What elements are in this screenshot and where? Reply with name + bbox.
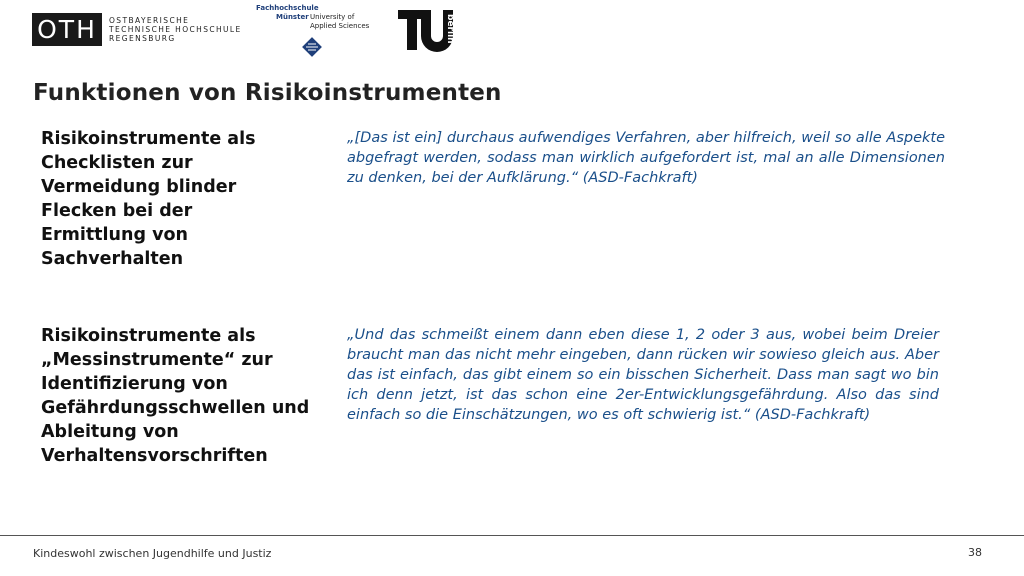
footer-text: Kindeswohl zwischen Jugendhilfe und Justiz <box>33 547 272 560</box>
fh-logo-subtitle: University of Applied Sciences <box>310 13 370 30</box>
page-title: Funktionen von Risikoinstrumenten <box>33 80 502 106</box>
row-label-checklists: Risikoinstrumente als Checklisten zur Vermeidung blinder Flecken bei der Ermittlung von Sachverhalten <box>41 129 256 269</box>
fh-muenster-logo <box>256 4 376 59</box>
fh-logo-name: Fachhochschule Münster <box>256 4 319 21</box>
tu-berlin-logo <box>398 8 460 52</box>
fh-emblem-icon <box>302 37 322 57</box>
row-label-measuring-instruments: Risikoinstrumente als „Messinstrumente“ zur Identifizierung von Gefährdungsschwellen und Ableitung von Verhaltensvorschriften <box>41 326 310 466</box>
tu-logo-word: berlin <box>445 14 455 44</box>
row-quote-measuring-instruments: „Und das schmeißt einem dann eben diese 1, 2 oder 3 aus, wobei beim Dreier braucht man das nicht mehr eingeben, dann rücken wir sowieso gleich aus. Aber das ist einfach, das gibt einem so ein bisschen Sicherheit. Dass man sagt wo bin ich denn jetzt, ist das schon eine 2er-Entwicklungsgefährdung. Also das sind einfach so die Einschätzungen, wo es oft schwierig ist.“ (ASD-Fachkraft) <box>347 327 939 423</box>
oth-logo-mark: OTH <box>32 13 102 46</box>
row-quote-checklists: „[Das ist ein] durchaus aufwendiges Verfahren, aber hilfreich, weil so alle Aspekte abgefragt werden, sodass man wirklich aufgefordert ist, mal an alle Dimensionen zu denken, bei der Aufklärung.“ (ASD-Fachkraft) <box>347 130 945 186</box>
footer-divider <box>0 535 1024 536</box>
oth-logo-text: OSTBAYERISCHE TECHNISCHE HOCHSCHULE REGENSBURG <box>109 16 242 43</box>
oth-regensburg-logo <box>32 13 242 46</box>
page-number: 38 <box>968 546 982 559</box>
